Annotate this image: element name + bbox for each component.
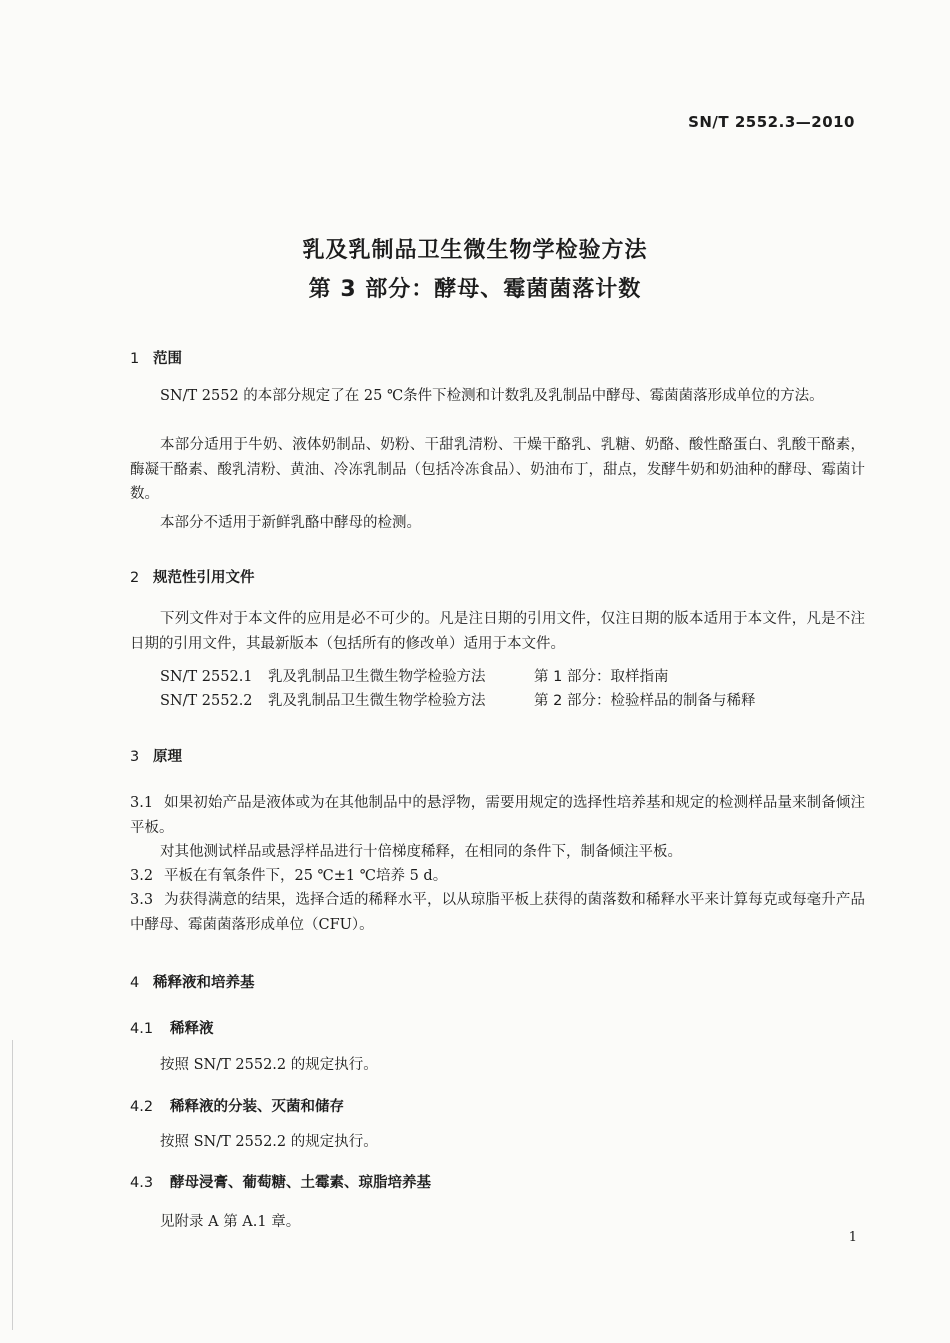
standard-code: SN/T 2552.3—2010	[688, 113, 855, 131]
clause-3-1	[130, 791, 865, 840]
scan-edge-divider	[12, 1040, 13, 1330]
reference-name: 乳及乳制品卫生微生物学检验方法	[268, 669, 486, 685]
reference-code: SN/T 2552.2	[160, 693, 253, 709]
subsection-number: 4.2	[130, 1099, 154, 1115]
section-4-heading	[130, 971, 255, 992]
section-2-paragraph-1: 下列文件对于本文件的应用是必不可少的。凡是注日期的引用文件，仅注日期的版本适用于本文件，凡是不注日期的引用文件，其最新版本（包括所有的修改单）适用于本文件。	[130, 611, 865, 652]
section-title: 原理	[153, 749, 182, 765]
section-4-3-heading	[130, 1171, 431, 1192]
section-4-2-text: 按照 SN/T 2552.2 的规定执行。	[160, 1134, 378, 1150]
clause-number: 3.2	[130, 868, 154, 884]
clause-text: 如果初始产品是液体或为在其他制品中的悬浮物，需要用规定的选择性培养基和规定的检测样品量来制备倾注平板。	[130, 795, 865, 836]
section-4-2-heading	[130, 1095, 344, 1116]
section-2-heading	[130, 566, 255, 587]
section-1-paragraph-3: 本部分不适用于新鲜乳酪中酵母的检测。	[160, 515, 421, 531]
section-number: 1	[130, 351, 140, 367]
subsection-title: 稀释液	[170, 1021, 214, 1037]
title-line-1: 乳及乳制品卫生微生物学检验方法	[302, 238, 648, 263]
section-title: 规范性引用文件	[153, 570, 255, 586]
section-4-3-text: 见附录 A 第 A.1 章。	[160, 1214, 301, 1230]
section-1-heading	[130, 347, 182, 368]
section-3-heading	[130, 745, 182, 766]
page-number: 1	[848, 1230, 857, 1245]
reference-code: SN/T 2552.1	[160, 669, 253, 685]
section-1-paragraph-1: SN/T 2552 的本部分规定了在 25 ℃条件下检测和计数乳及乳制品中酵母、霉菌菌落形成单位的方法。	[160, 388, 824, 404]
subsection-number: 4.1	[130, 1021, 154, 1037]
section-title: 范围	[153, 351, 182, 367]
clause-text: 为获得满意的结果，选择合适的稀释水平，以从琼脂平板上获得的菌落数和稀释水平来计算每克或每毫升产品中酵母、霉菌菌落形成单位（CFU）。	[130, 892, 865, 933]
section-number: 2	[130, 570, 140, 586]
reference-item	[160, 689, 755, 710]
clause-number: 3.1	[130, 795, 154, 811]
clause-3-1-continued: 对其他测试样品或悬浮样品进行十倍梯度稀释，在相同的条件下，制备倾注平板。	[160, 844, 682, 860]
subsection-title: 酵母浸膏、葡萄糖、土霉素、琼脂培养基	[170, 1175, 431, 1191]
reference-name: 乳及乳制品卫生微生物学检验方法	[268, 693, 486, 709]
clause-text: 平板在有氧条件下，25 ℃±1 ℃培养 5 d。	[164, 868, 448, 884]
title-line-2: 第 3 部分：酵母、霉菌菌落计数	[308, 277, 642, 302]
reference-part: 第 2 部分：检验样品的制备与稀释	[534, 693, 756, 709]
section-number: 4	[130, 975, 140, 991]
clause-3-3	[130, 888, 865, 937]
reference-item	[160, 665, 668, 686]
section-4-1-heading	[130, 1017, 214, 1038]
section-4-1-text: 按照 SN/T 2552.2 的规定执行。	[160, 1057, 378, 1073]
subsection-title: 稀释液的分装、灭菌和储存	[170, 1099, 344, 1115]
clause-number: 3.3	[130, 892, 154, 908]
subsection-number: 4.3	[130, 1175, 154, 1191]
reference-part: 第 1 部分：取样指南	[534, 669, 669, 685]
section-1-paragraph-2: 本部分适用于牛奶、液体奶制品、奶粉、干甜乳清粉、干燥干酪乳、乳糖、奶酪、酸性酪蛋白、乳酸干酪素，酶凝干酪素、酸乳清粉、黄油、冷冻乳制品（包括冷冻食品）、奶油布丁，甜点，发酵牛奶和奶油种的酵母、霉菌计数。	[130, 437, 865, 502]
clause-3-2	[130, 864, 865, 889]
section-number: 3	[130, 749, 140, 765]
section-title: 稀释液和培养基	[153, 975, 255, 991]
